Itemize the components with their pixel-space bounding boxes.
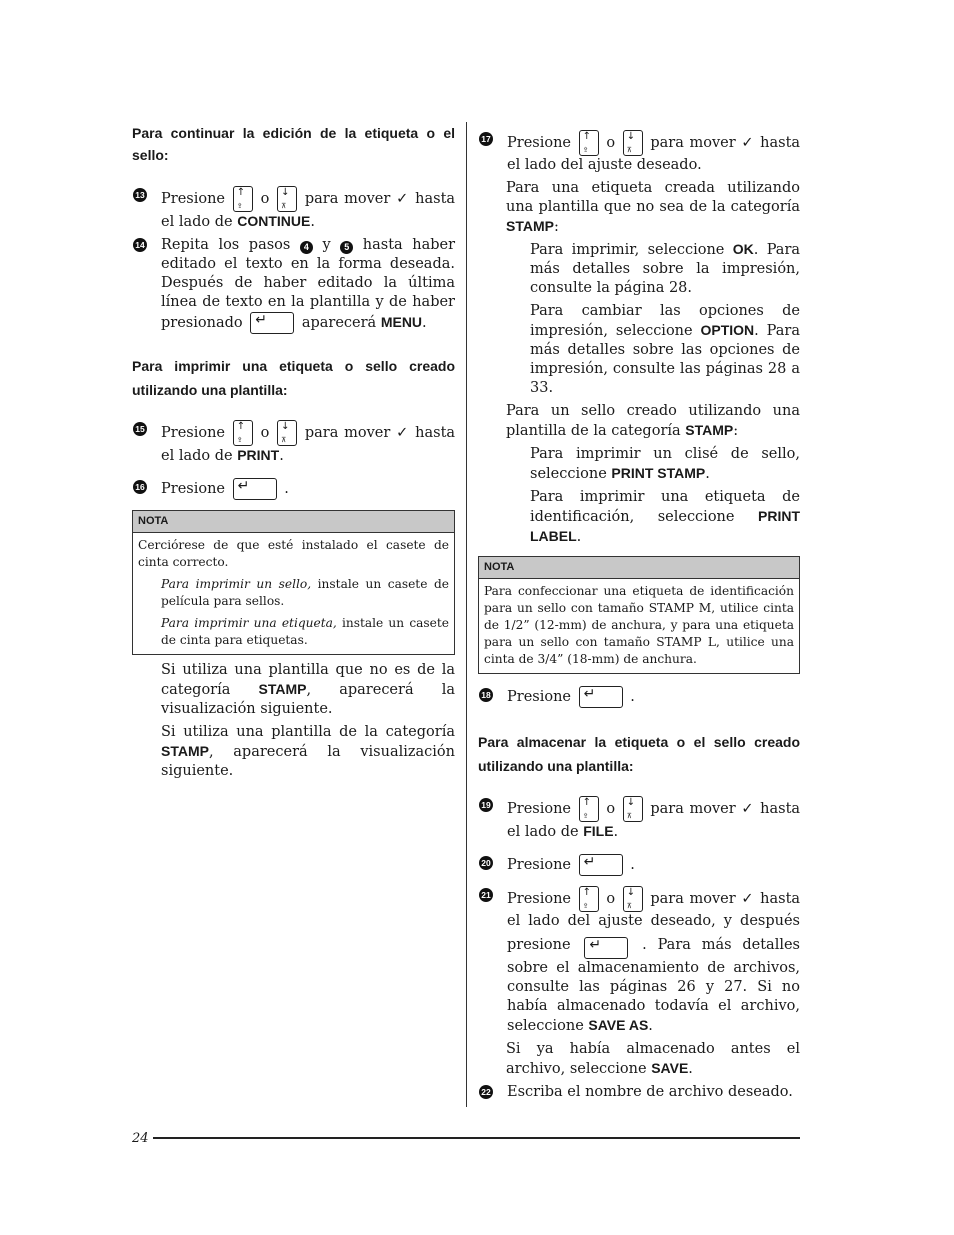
section-heading-store: Para almacenar la etiqueta o el sello creado utilizando una plantilla:: [478, 734, 800, 774]
note-line: Cerciórese de que esté instalado el casete de cinta correcto.: [138, 538, 449, 569]
step-number: 18: [479, 688, 493, 702]
paragraph: Para imprimir, seleccione OK. Para más detalles sobre la impresión, consulte la página 28.: [530, 241, 801, 296]
cursor-down-key-icon: ↓ ⊼: [623, 130, 643, 156]
page-number: 24: [132, 1131, 149, 1146]
cursor-down-key-icon: ↓ ⊼: [277, 186, 297, 212]
step-number: 13: [133, 188, 147, 202]
step-17: 17 Presione ↑ ⇪ o ↓ ⊼ para mover ✓ hasta el lado del ajuste deseado.: [478, 130, 800, 175]
step-16: 16 Presione ↵ .: [132, 478, 455, 500]
enter-key-icon: ↵: [233, 478, 277, 500]
step-21: 21 Presione ↑ ⇪ o ↓ ⊼ para mover ✓ hasta el lado del ajuste deseado, y después presione ↵ . Para más detalles sobre el almacenamiento de archivos, consulte las páginas 26 y 27. Si no había almacenado todavía el archivo, seleccione SAVE AS.: [478, 886, 800, 1036]
cursor-up-key-icon: ↑ ⇪: [579, 886, 599, 912]
note-line: Para imprimir una etiqueta, instale un casete de cinta para etiquetas.: [161, 616, 449, 647]
step-number: 20: [479, 856, 493, 870]
cursor-down-key-icon: ↓ ⊼: [623, 796, 643, 822]
paragraph: Para un sello creado utilizando una plantilla de la categoría STAMP:: [506, 403, 800, 439]
enter-key-icon: ↵: [250, 312, 294, 334]
right-column: [478, 130, 800, 1102]
cursor-up-key-icon: ↑ ⇪: [579, 796, 599, 822]
step-14: 14 Repita los pasos 4 y 5 hasta haber editado el texto en la forma deseada. Después de haber editado la última línea de texto en la plantilla y de haber presionado ↵ aparecerá MENU.: [132, 236, 455, 334]
note-box-cassette: [132, 510, 455, 655]
step-number: 17: [479, 132, 493, 146]
note-title: NOTA: [479, 557, 799, 579]
cursor-up-key-icon: ↑ ⇪: [579, 130, 599, 156]
note-box-stamp-tape: [478, 556, 800, 674]
cursor-up-key-icon: ↑ ⇪: [233, 186, 253, 212]
enter-key-icon: ↵: [579, 686, 623, 708]
enter-key-icon: ↵: [579, 854, 623, 876]
step-number: 21: [479, 888, 493, 902]
note-line: Para confeccionar una etiqueta de identificación para un sello con tamaño STAMP M, utilice cinta de 1/2” (12-mm) de anchura, y para una etiqueta para un sello con tamaño STAMP L, utilice una cinta de 3/4” (18-mm) de anchura.: [484, 584, 794, 666]
step-number: 19: [479, 798, 493, 812]
paragraph: Si utiliza una plantilla que no es de la categoría STAMP, aparecerá la visualización siguiente.: [161, 662, 455, 717]
step-ref-5: 5: [340, 241, 353, 254]
column-divider: [466, 122, 467, 1107]
note-line: Para imprimir un sello, instale un casete de película para sellos.: [161, 577, 449, 608]
step-number: 22: [479, 1085, 493, 1099]
step-number: 16: [133, 480, 147, 494]
step-18: 18 Presione ↵ .: [478, 686, 800, 708]
step-20: 20 Presione ↵ .: [478, 854, 800, 876]
section-heading-print: Para imprimir una etiqueta o sello creado utilizando una plantilla:: [132, 358, 455, 398]
paragraph: Si utiliza una plantilla de la categoría STAMP, aparecerá la visualización siguiente.: [161, 724, 455, 779]
step-22: 22 Escriba el nombre de archivo deseado.: [478, 1083, 800, 1102]
left-column: [132, 122, 455, 781]
paragraph: Si ya había almacenado antes el archivo, seleccione SAVE.: [506, 1041, 800, 1077]
step-number: 15: [133, 422, 147, 436]
step-15: 15 Presione ↑ ⇪ o ↓ ⊼ para mover ✓ hasta el lado de PRINT.: [132, 420, 455, 466]
cursor-up-key-icon: ↑ ⇪: [233, 420, 253, 446]
cursor-down-key-icon: ↓ ⊼: [277, 420, 297, 446]
footer-rule: [153, 1137, 800, 1139]
step-ref-4: 4: [300, 241, 313, 254]
step-number: 14: [133, 238, 147, 252]
paragraph: Para imprimir un clisé de sello, seleccione PRINT STAMP.: [530, 446, 800, 482]
paragraph: Para una etiqueta creada utilizando una plantilla que no sea de la categoría STAMP:: [506, 180, 800, 235]
paragraph: Para imprimir una etiqueta de identificación, seleccione PRINT LABEL.: [530, 489, 800, 545]
note-title: NOTA: [133, 511, 454, 533]
step-13: 13 Presione ↑ ⇪ o ↓ ⊼ para mover ✓ hasta el lado de CONTINUE.: [132, 186, 455, 232]
paragraph: Para cambiar las opciones de impresión, seleccione OPTION. Para más detalles sobre las opciones de impresión, consulte las páginas 28 a 33.: [530, 303, 800, 396]
cursor-down-key-icon: ↓ ⊼: [623, 886, 643, 912]
section-heading-continue-editing: Para continuar la edición de la etiqueta o el sello:: [132, 125, 455, 163]
enter-key-icon: ↵: [584, 937, 628, 959]
step-19: 19 Presione ↑ ⇪ o ↓ ⊼ para mover ✓ hasta el lado de FILE.: [478, 796, 800, 842]
